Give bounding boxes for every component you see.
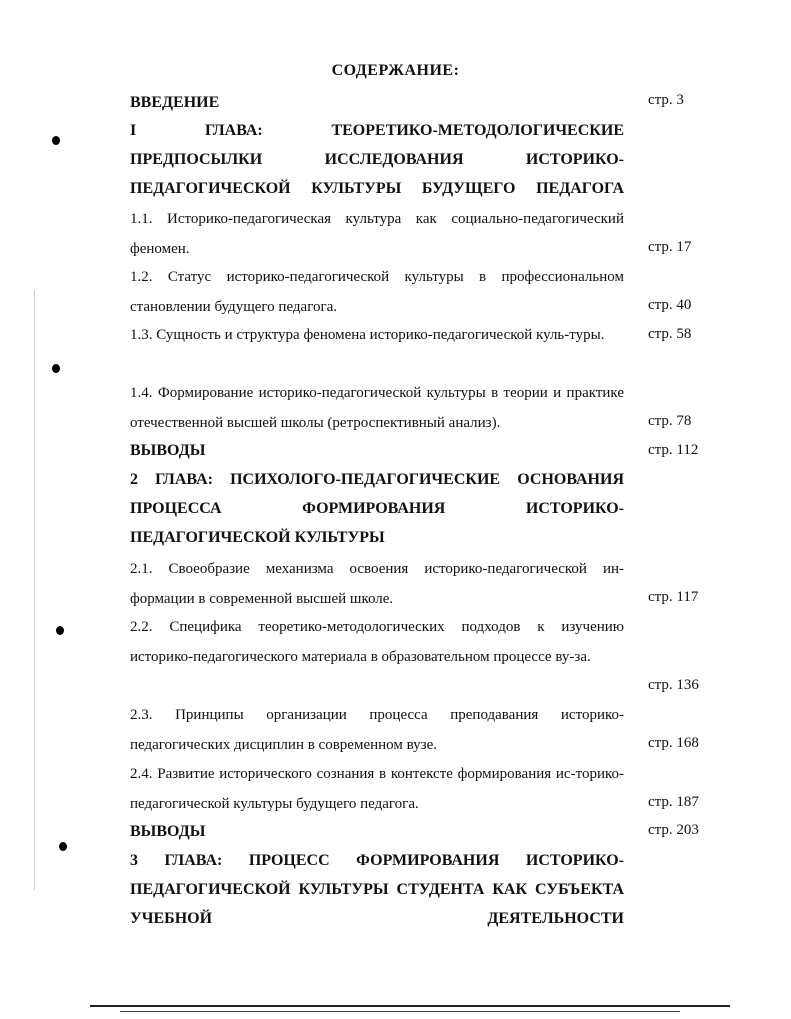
- toc-entry-2-1: 2.1. Своеобразие механизма освоения историко-педагогической ин-формации в современной высшей школе.: [130, 561, 624, 607]
- chapter1-conclusions-page: стр. 112: [648, 442, 699, 458]
- chapter2-heading: 2 ГЛАВА: ПСИХОЛОГО-ПЕДАГОГИЧЕСКИЕ ОСНОВАНИЯ ПРОЦЕССА ФОРМИРОВАНИЯ ИСТОРИКО-ПЕДАГОГИЧЕСКОЙ КУЛЬТУРЫ: [130, 471, 624, 546]
- chapter1-conclusions: ВЫВОДЫ: [130, 442, 206, 459]
- page-bottom-rule: [120, 1011, 680, 1012]
- scan-margin-line: [34, 290, 35, 890]
- chapter3-heading: 3 ГЛАВА: ПРОЦЕСС ФОРМИРОВАНИЯ ИСТОРИКО-ПЕДАГОГИЧЕСКОЙ КУЛЬТУРЫ СТУДЕНТА КАК СУБЪЕКТА УЧЕБНОЙ ДЕЯТЕЛЬНОСТИ: [130, 852, 624, 927]
- toc-page-2-2: стр. 136: [648, 677, 699, 693]
- toc-entry-1-3: 1.3. Сущность и структура феномена историко-педагогической куль-туры.: [130, 327, 605, 343]
- scan-hole-mark: [52, 364, 60, 373]
- toc-page-1-4: стр. 78: [648, 413, 692, 429]
- intro-heading: ВВЕДЕНИЕ: [130, 94, 220, 111]
- chapter1-heading: I ГЛАВА: ТЕОРЕТИКО-МЕТОДОЛОГИЧЕСКИЕ ПРЕДПОСЫЛКИ ИССЛЕДОВАНИЯ ИСТОРИКО-ПЕДАГОГИЧЕСКОЙ КУЛЬТУРЫ БУДУЩЕГО ПЕДАГОГА: [130, 122, 624, 197]
- toc-entry-2-3: 2.3. Принципы организации процесса преподавания историко-педагогических дисциплин в современном вузе.: [130, 707, 624, 753]
- toc-page-2-4: стр. 187: [648, 794, 699, 810]
- toc-entry-2-2: 2.2. Специфика теоретико-методологических подходов к изучению историко-педагогического материала в образовательном процессе ву-за.: [130, 619, 624, 665]
- toc-entry-1-1: 1.1. Историко-педагогическая культура как социально-педагогический феномен.: [130, 211, 624, 257]
- toc-entry-2-4: 2.4. Развитие исторического сознания в контексте формирования ис-торико-педагогической культуры будущего педагога.: [130, 766, 624, 812]
- toc-entry-1-2: 1.2. Статус историко-педагогической культуры в профессиональном становлении будущего педагога.: [130, 269, 624, 315]
- toc-page-2-1: стр. 117: [648, 589, 699, 605]
- page-bottom-rule: [90, 1005, 730, 1007]
- page-title: СОДЕРЖАНИЕ:: [331, 62, 460, 79]
- toc-page-1-3: стр. 58: [648, 326, 692, 342]
- scan-hole-mark: [59, 842, 67, 851]
- scan-hole-mark: [56, 626, 64, 635]
- toc-page-1-2: стр. 40: [648, 297, 692, 313]
- toc-entry-1-4: 1.4. Формирование историко-педагогической культуры в теории и практике отечественной высшей школы (ретроспективный анализ).: [130, 385, 624, 431]
- toc-page-1-1: стр. 17: [648, 239, 692, 255]
- chapter2-conclusions: ВЫВОДЫ: [130, 823, 206, 840]
- intro-page: стр. 3: [648, 92, 684, 108]
- toc-page-2-3: стр. 168: [648, 735, 699, 751]
- chapter2-conclusions-page: стр. 203: [648, 822, 699, 838]
- scan-hole-mark: [52, 136, 60, 145]
